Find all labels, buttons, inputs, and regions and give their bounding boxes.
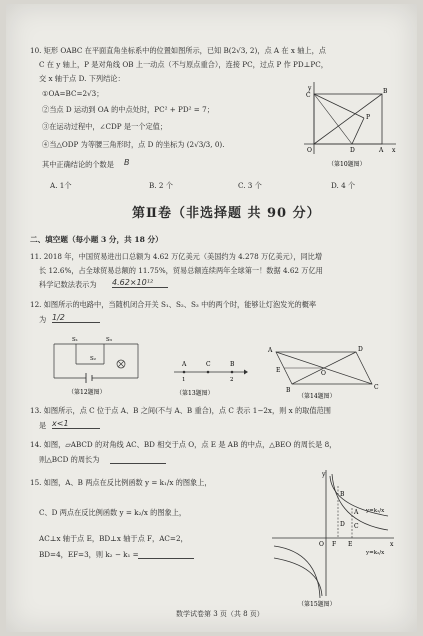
svg-text:A: A	[268, 347, 273, 354]
q10-question: 其中正确结论的个数是	[42, 160, 114, 169]
svg-text:A: A	[379, 147, 384, 154]
svg-text:O: O	[319, 541, 324, 548]
q10-choice-c: C. 3 个	[238, 181, 262, 190]
q15-line4: BD=4，EF=3，则 k₂ − k₁ =	[39, 550, 139, 559]
q10-handwritten-answer: B	[124, 158, 130, 167]
section2-heading: 二、填空题（每小题 3 分，共 18 分）	[30, 235, 163, 244]
svg-text:x: x	[392, 147, 396, 154]
svg-text:C: C	[306, 92, 311, 99]
figure-13	[170, 354, 250, 398]
exam-page	[6, 4, 417, 632]
q12-line2: 为	[39, 315, 47, 324]
q10-option4: ④当△ODP 为等腰三角形时，点 D 的坐标为 (2√3/3, 0).	[42, 140, 225, 149]
svg-text:A: A	[354, 509, 359, 516]
q10-line1: 10. 矩形 OABC 在平面直角坐标系中的位置如图所示，已知 B(2√3, 2)，点 A 在 x 轴上，点	[30, 46, 326, 55]
q12-line1: 12. 如图所示的电路中，当随机闭合开关 S₁、S₂、S₃ 中的两个时，能够让灯泡发光的概率	[30, 300, 317, 309]
q14-line2: 则△BCD 的周长为	[39, 455, 100, 464]
page-footer: 数学试卷第 3 页（共 8 页）	[176, 610, 264, 618]
figure-10-caption: （第10题图）	[328, 161, 366, 168]
q10-choice-a: A. 1个	[50, 181, 72, 190]
q13-line1: 13. 如图所示，点 C 位于点 A、B 之间(不与 A、B 重合)，点 C 表示 1−2x，则 x 的取值范围	[30, 406, 331, 415]
q10-line3: 交 x 轴于点 D. 下列结论：	[39, 74, 125, 83]
figure-14-caption: （第14题图）	[298, 393, 336, 400]
svg-text:F: F	[332, 541, 337, 548]
q10-option1: ①OA=BC=2√3；	[42, 89, 104, 98]
svg-text:C: C	[374, 384, 379, 391]
svg-text:P: P	[366, 114, 371, 121]
svg-text:E: E	[276, 367, 281, 374]
svg-text:S₂: S₂	[90, 356, 96, 362]
svg-text:D: D	[358, 346, 363, 353]
q14-answer-blank	[110, 463, 166, 464]
svg-text:y: y	[322, 471, 326, 478]
q12-handwritten-answer: 1/2	[52, 313, 100, 323]
svg-text:x: x	[390, 541, 394, 548]
svg-text:A: A	[182, 361, 187, 368]
svg-text:D: D	[340, 521, 345, 528]
svg-text:y=k₂/x: y=k₂/x	[366, 550, 385, 556]
q11-line1: 11. 2018 年，中国贸易进出口总额为 4.62 万亿美元（美国约为 4.278 万亿美元），同比增	[30, 252, 323, 261]
figure-15-caption: （第15题图）	[298, 601, 336, 608]
svg-text:S₁: S₁	[72, 337, 78, 343]
figure-14	[264, 344, 384, 400]
svg-text:2: 2	[230, 377, 234, 383]
q15-line2: C、D 两点在反比例函数 y = k₂/x 的图象上，	[39, 508, 187, 517]
q13-handwritten-answer: x<1	[52, 419, 100, 429]
figure-12	[46, 334, 146, 396]
figure-15	[268, 466, 398, 608]
svg-text:O: O	[321, 370, 326, 377]
q15-answer-blank	[138, 558, 194, 559]
q15-line1: 15. 如图，A、B 两点在反比例函数 y = k₁/x 的图象上，	[30, 478, 212, 487]
q10-option2: ②当点 D 运动到 OA 的中点处时，PC² + PD² = 7；	[42, 105, 214, 114]
svg-text:y=k₁/x: y=k₁/x	[366, 508, 385, 514]
svg-text:y: y	[308, 85, 312, 92]
svg-text:E: E	[348, 541, 353, 548]
q11-line3: 科学记数法表示为	[39, 280, 97, 289]
figure-13-caption: （第13题图）	[176, 390, 214, 397]
svg-text:O: O	[307, 147, 312, 154]
svg-text:1: 1	[182, 377, 186, 383]
q10-line2: C 在 y 轴上，P 是对角线 OB 上一动点（不与原点重合），连接 PC，过点 P 作 PD⊥PC，	[39, 60, 328, 69]
figure-12-caption: （第12题图）	[68, 389, 106, 396]
svg-text:B: B	[286, 387, 291, 394]
svg-text:S₃: S₃	[106, 337, 112, 343]
figure-10	[290, 78, 400, 170]
part2-title: 第Ⅱ卷（非选择题 共 90 分）	[132, 206, 321, 221]
svg-text:C: C	[206, 361, 211, 368]
q11-line2: 长 12.6%，占全球贸易总额的 11.75%，贸易总额连续两年全球第一！数据 4.62 万亿用	[39, 266, 323, 275]
svg-text:B: B	[340, 491, 345, 498]
svg-text:C: C	[354, 523, 359, 530]
svg-text:B: B	[383, 88, 388, 95]
q15-line3: AC⊥x 轴于点 E，BD⊥x 轴于点 F，AC=2，	[39, 534, 188, 543]
q10-choice-d: D. 4 个	[331, 181, 356, 190]
q14-line1: 14. 如图，▱ABCD 的对角线 AC、BD 相交于点 O，点 E 是 AB 的中点，△BEO 的周长是 8，	[30, 440, 337, 449]
q13-line2: 是	[39, 421, 47, 430]
q10-choice-b: B. 2 个	[149, 181, 173, 190]
svg-text:D: D	[350, 147, 355, 154]
svg-text:B: B	[230, 361, 235, 368]
q11-handwritten-answer: 4.62×10¹²	[112, 278, 168, 288]
q10-option3: ③在运动过程中，∠CDP 是一个定值；	[42, 122, 168, 131]
